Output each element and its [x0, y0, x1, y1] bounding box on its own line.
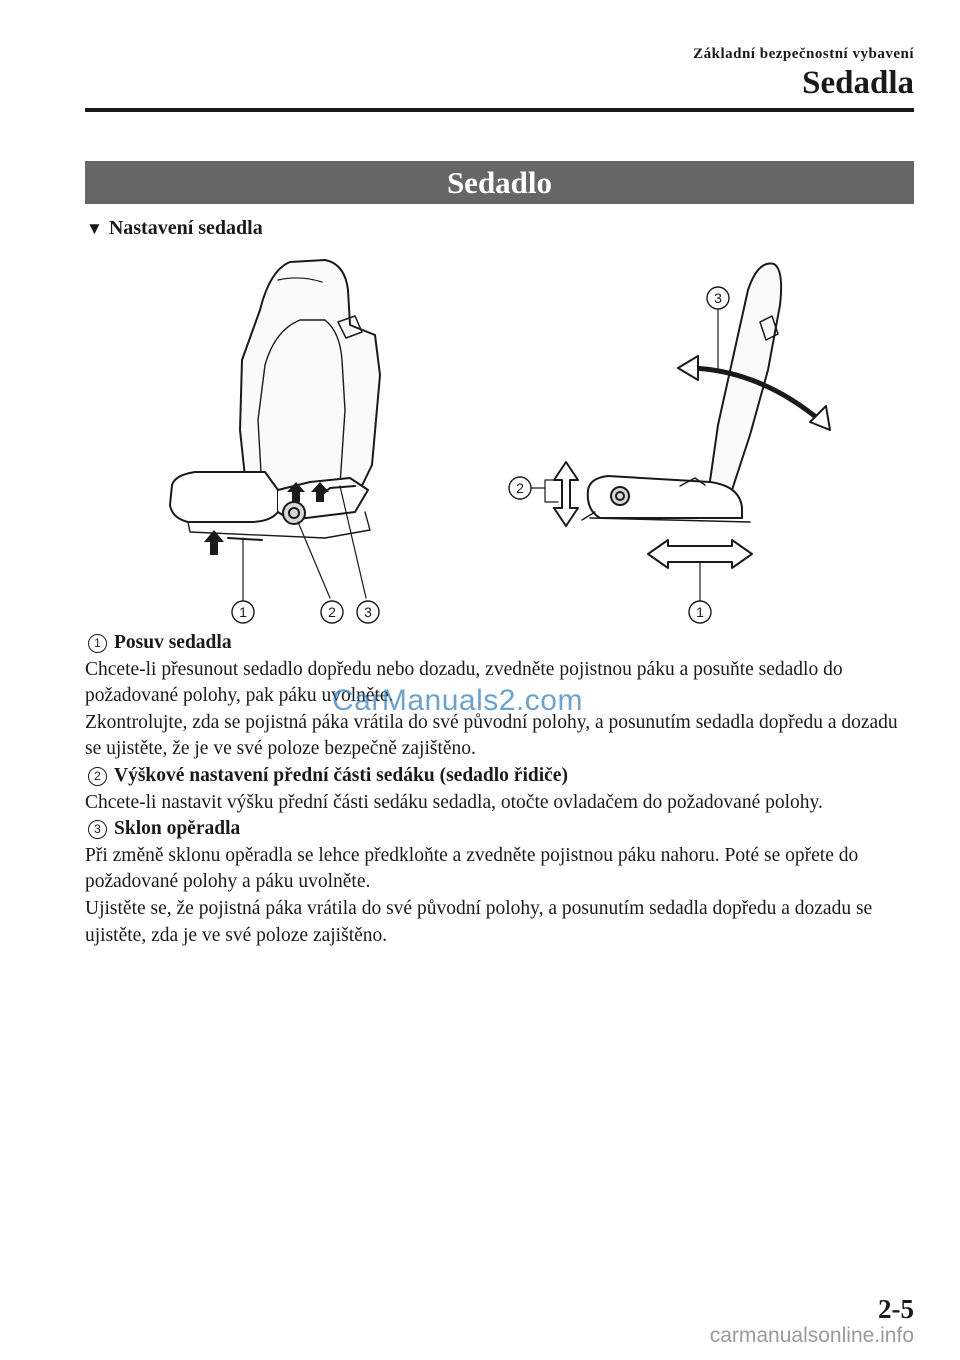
item-2 [85, 763, 915, 816]
left-callout-3-label: 3 [364, 604, 372, 620]
subheading-text: Nastavení sedadla [108, 217, 263, 239]
item-3-number-badge: 3 [88, 820, 107, 839]
recline-arrowhead-right [810, 406, 830, 430]
seat-diagram [150, 250, 850, 630]
left-seat-slide-lever [228, 538, 262, 540]
page-title: Sedadlo [446, 165, 553, 200]
right-callout-1-label: 1 [696, 604, 704, 620]
right-seat-lever [582, 512, 595, 520]
item-1-paragraph-2: Zkontrolujte, zda se pojistná páka vrátila do své původní polohy, a posunutím sedadla dopředu a dozadu se ujistěte, že je ve své poloze bezpečně zajištěno. [85, 711, 898, 760]
item-3 [85, 816, 915, 949]
watermark: CarManuals2.com [332, 684, 583, 717]
right-callout-2-label: 2 [516, 480, 524, 496]
section-title: Základní bezpečnostní vybavení [693, 46, 914, 62]
right-seat-height-knob [611, 487, 629, 505]
height-vertical-arrow [554, 462, 578, 526]
left-callout-2-label: 2 [328, 604, 336, 620]
page-title-bar [85, 161, 914, 204]
recline-arrowhead-left [678, 356, 698, 380]
triangle-icon: ▼ [86, 219, 103, 238]
item-3-paragraph-2: Ujistěte se, že pojistná páka vrátila do své původní polohy, a posunutím sedadla dopředu a dozadu se ujistěte, zda je ve své poloze zajištěno. [85, 897, 873, 946]
left-seat-height-knob [283, 502, 305, 524]
footer-site-link[interactable]: carmanualsonline.info [709, 1324, 914, 1347]
item-3-paragraph-1: Při změně sklonu opěradla se lehce předkloňte a zvedněte pojistnou páku nahoru. Poté se opřete do požadované polohy a páku uvolněte. [85, 844, 859, 893]
item-2-title: Výškové nastavení přední části sedáku (sedadlo řidiče) [114, 764, 568, 786]
running-head [693, 46, 914, 102]
seat-illustration [150, 250, 850, 630]
item-2-paragraph-1: Chcete-li nastavit výšku přední části sedáku sedadla, otočte ovladačem do požadované polohy. [85, 791, 823, 813]
item-2-number-badge: 2 [88, 767, 107, 786]
header-rule [85, 108, 914, 112]
left-callout-2-leader [298, 522, 330, 598]
left-seat-cushion [170, 472, 278, 522]
item-3-title: Sklon opěradla [114, 818, 241, 840]
item-1-number-badge: 1 [88, 634, 107, 653]
item-1-heading [85, 630, 915, 657]
item-1-title: Posuv sedadla [114, 632, 232, 653]
right-callout-3-label: 3 [714, 290, 722, 306]
left-callout-1-label: 1 [239, 604, 247, 620]
item-2-heading [85, 763, 915, 790]
chapter-title: Sedadla [802, 65, 914, 101]
page-number: 2-5 [878, 1294, 914, 1324]
subheading [86, 217, 263, 240]
item-1-paragraph-1: Chcete-li přesunout sedadlo dopředu nebo dozadu, zvedněte pojistnou páku a posuňte sedadlo do požadované polohy, pak páku uvolněte. [85, 658, 843, 707]
right-callout-2-leader [530, 480, 558, 502]
body-text [85, 630, 915, 949]
item-3-heading [85, 816, 915, 843]
